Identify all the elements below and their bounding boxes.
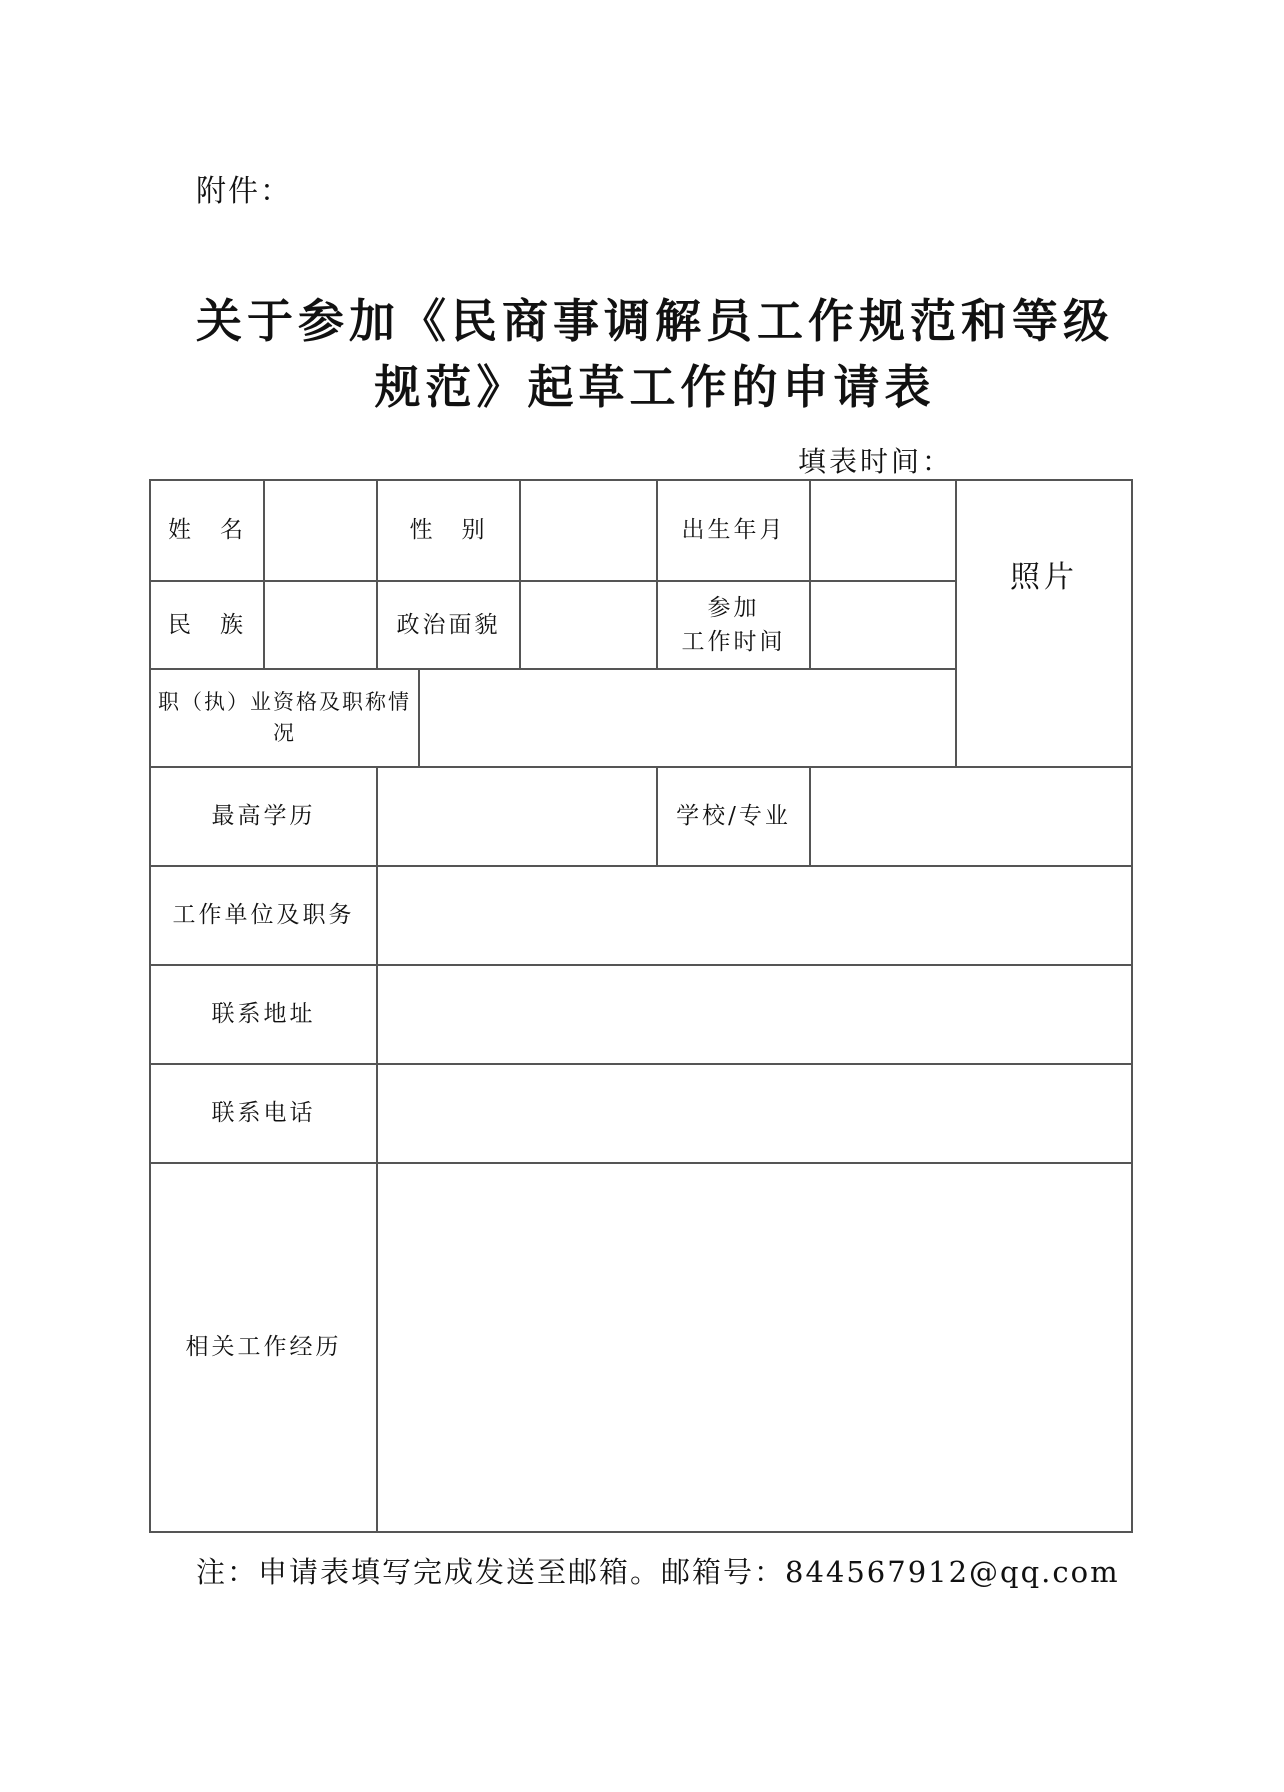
photo-box[interactable]: 照片 xyxy=(1010,560,1078,595)
label-work-start-line2: 工作时间 xyxy=(681,629,786,655)
input-birth[interactable] xyxy=(811,481,955,580)
attachment-label: 附件： xyxy=(196,174,292,209)
input-ethnicity[interactable] xyxy=(265,582,376,668)
label-experience: 相关工作经历 xyxy=(185,1334,342,1361)
input-qualification[interactable] xyxy=(420,670,955,766)
input-gender[interactable] xyxy=(521,481,656,580)
label-name: 姓 名 xyxy=(168,517,246,544)
input-employer-position[interactable] xyxy=(378,867,1131,964)
submission-note: 注：申请表填写完成发送至邮箱。邮箱号：844567912@qq.com xyxy=(196,1555,1120,1589)
label-education: 最高学历 xyxy=(211,803,316,830)
input-school-major[interactable] xyxy=(811,768,1131,865)
form-title-line2: 规范》起草工作的申请表 xyxy=(374,360,936,414)
input-political-status[interactable] xyxy=(521,582,656,668)
input-work-start[interactable] xyxy=(811,582,955,668)
label-birth: 出生年月 xyxy=(681,517,786,544)
input-education[interactable] xyxy=(378,768,656,865)
label-political-status: 政治面貌 xyxy=(396,611,501,638)
form-title-line1: 关于参加《民商事调解员工作规范和等级 xyxy=(196,294,1114,348)
label-employer-position: 工作单位及职务 xyxy=(172,902,355,929)
label-phone: 联系电话 xyxy=(211,1100,316,1127)
label-school-major: 学校/专业 xyxy=(676,803,791,830)
label-gender: 性 别 xyxy=(409,517,488,544)
label-ethnicity: 民 族 xyxy=(168,611,246,638)
input-experience[interactable] xyxy=(378,1164,1131,1531)
input-name[interactable] xyxy=(265,481,376,580)
application-form-table xyxy=(149,479,1133,1533)
label-work-start-line1: 参加 xyxy=(707,594,760,621)
label-qualification: 职（执）业资格及职称情况 xyxy=(158,689,411,745)
input-phone[interactable] xyxy=(378,1065,1131,1162)
label-address: 联系地址 xyxy=(211,1001,316,1028)
fill-time-label: 填表时间： xyxy=(798,445,954,478)
label-work-start xyxy=(658,582,809,668)
input-address[interactable] xyxy=(378,966,1131,1063)
